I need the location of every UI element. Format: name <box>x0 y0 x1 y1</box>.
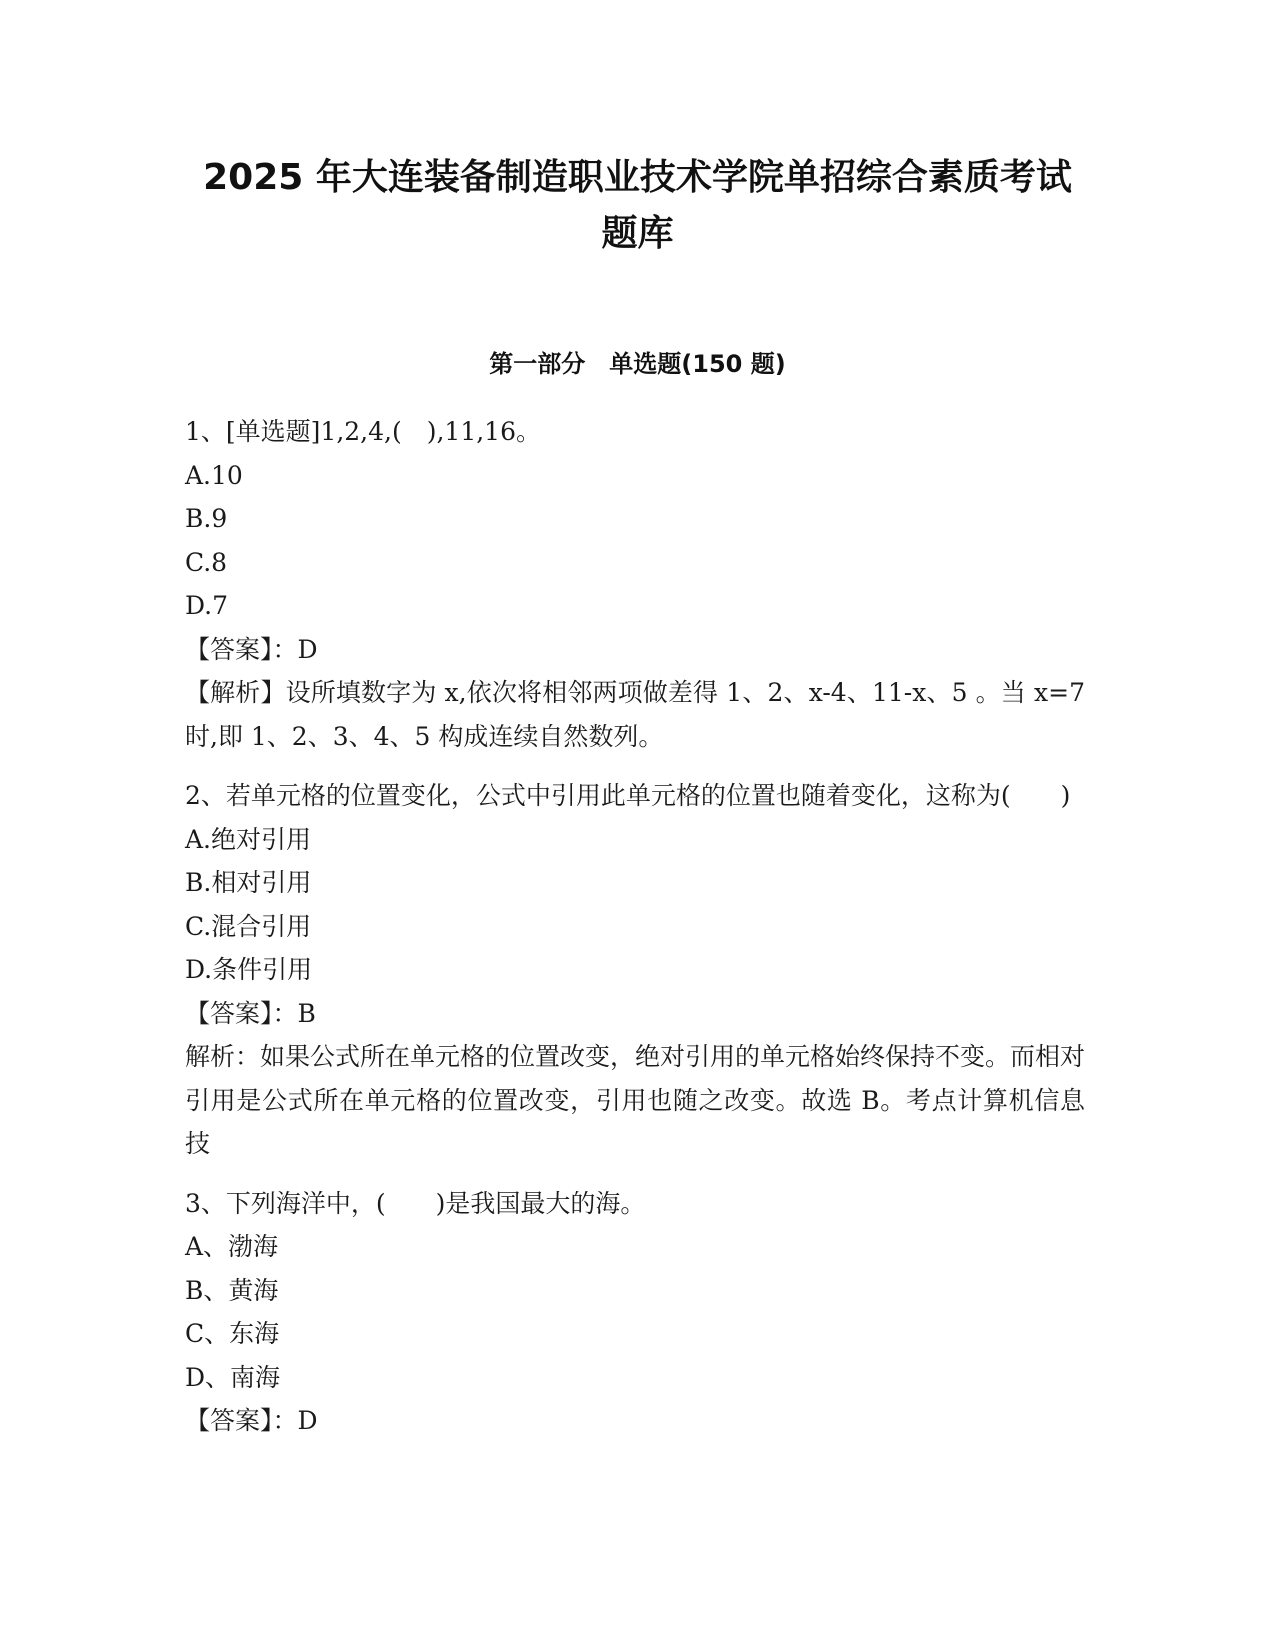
option-d: D、南海 <box>185 1362 281 1392</box>
question-1 <box>185 410 1085 758</box>
section-heading: 第一部分 单选题(150 题) <box>489 350 786 378</box>
question-stem: 2、若单元格的位置变化，公式中引用此单元格的位置也随着变化，这称为( ) <box>185 781 1071 810</box>
option-a: A.10 <box>185 460 243 490</box>
option-a: A.绝对引用 <box>185 824 312 854</box>
option-b: B.相对引用 <box>185 868 312 897</box>
question-2 <box>185 774 1085 1166</box>
option-a: A、渤海 <box>185 1232 279 1261</box>
option-b: B、黄海 <box>185 1275 279 1305</box>
question-3 <box>185 1182 1085 1443</box>
question-list <box>185 410 1085 1459</box>
question-stem: 1、[单选题]1,2,4,( ),11,16。 <box>185 417 541 446</box>
document-title <box>150 150 1125 262</box>
title-line-1: 2025 年大连装备制造职业技术学院单招综合素质考试 <box>203 157 1072 198</box>
option-c: C.混合引用 <box>185 911 312 941</box>
option-d: D.条件引用 <box>185 955 313 984</box>
answer: 【答案】：D <box>185 1406 318 1435</box>
answer: 【答案】：D <box>185 634 318 664</box>
answer: 【答案】：B <box>185 998 316 1028</box>
analysis: 解析：如果公式所在单元格的位置改变，绝对引用的单元格始终保持不变。而相对引用是公式所在单元格的位置改变，引用也随之改变。故选 B。考点计算机信息技 <box>185 1042 1086 1158</box>
title-line-2: 题库 <box>601 213 674 254</box>
analysis: 【解析】设所填数字为 x,依次将相邻两项做差得 1、2、x-4、11-x、5 。当 x=7 时,即 1、2、3、4、5 构成连续自然数列。 <box>185 678 1085 751</box>
option-c: C.8 <box>185 547 228 577</box>
option-b: B.9 <box>185 504 228 533</box>
option-d: D.7 <box>185 591 229 620</box>
option-c: C、东海 <box>185 1319 280 1348</box>
question-stem: 3、下列海洋中，( )是我国最大的海。 <box>185 1188 646 1218</box>
